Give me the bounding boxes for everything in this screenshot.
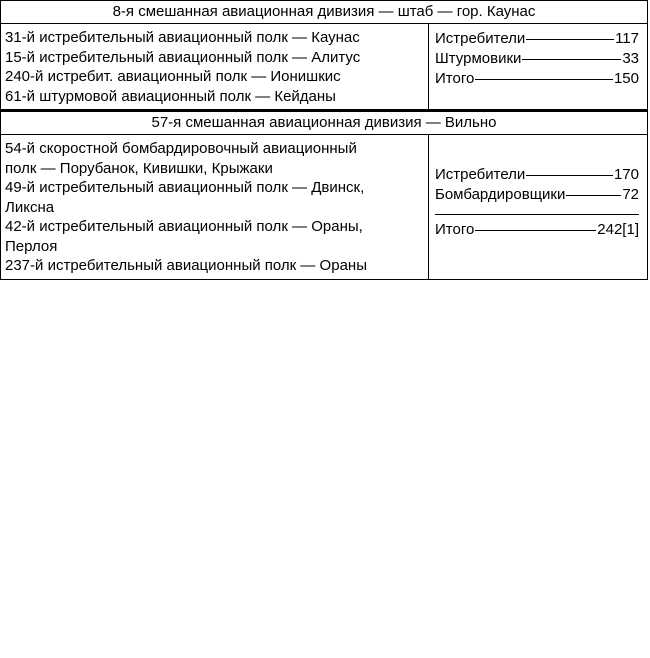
division-8-stats [429, 24, 647, 109]
stat-label: Истребители [435, 30, 526, 47]
stat-value: 242[1] [597, 221, 639, 238]
stat-fighters [435, 165, 639, 185]
stat-value: 72 [622, 186, 639, 203]
stat-total [435, 69, 639, 89]
unit-line: 15-й истребительный авиационный полк — Алитус [5, 48, 361, 66]
stat-value: 33 [622, 50, 639, 67]
leader-line [526, 174, 613, 176]
leader-line [475, 229, 596, 231]
stat-bombers [435, 185, 639, 205]
division-57-units [1, 135, 429, 279]
unit-line: 42-й истребительный авиационный полк — Ораны, [5, 218, 363, 235]
stat-label: Истребители [435, 166, 526, 183]
stat-label: Бомбардировщики [435, 186, 566, 203]
stat-label: Итого [435, 70, 475, 87]
leader-line [475, 78, 613, 80]
divider [435, 214, 639, 215]
stat-label: Штурмовики [435, 50, 522, 67]
unit-line: Ликсна [5, 198, 55, 216]
stat-value: 150 [613, 70, 639, 87]
stat-value: 117 [615, 30, 639, 47]
stat-attack [435, 49, 639, 69]
unit-line: 31-й истребительный авиационный полк — Каунас [5, 29, 360, 46]
stat-total [435, 220, 639, 240]
unit-line: 61-й штурмовой авиационный полк — Кейданы [5, 87, 336, 105]
unit-line: Перлоя [5, 237, 58, 255]
division-8-units [1, 24, 429, 109]
leader-line [526, 38, 614, 40]
division-57-header: 57-я смешанная авиационная дивизия — Вильно [1, 110, 647, 135]
unit-line: полк — Порубанок, Кивишки, Крыжаки [5, 159, 273, 177]
stat-fighters [435, 29, 639, 49]
unit-line: 237-й истребительный авиационный полк — Ораны [5, 257, 367, 274]
division-8-row [1, 24, 647, 110]
stat-label: Итого [435, 221, 475, 238]
leader-line [566, 194, 621, 196]
division-57-row [1, 135, 647, 279]
division-8-header: 8-я смешанная авиационная дивизия — штаб — гор. Каунас [1, 1, 647, 24]
division-57-stats [429, 135, 647, 279]
unit-line: 54-й скоростной бомбардировочный авиационный [5, 140, 357, 157]
unit-line: 240-й истребит. авиационный полк — Ионишкис [5, 68, 341, 85]
stat-value: 170 [613, 166, 639, 183]
unit-line: 49-й истребительный авиационный полк — Двинск, [5, 179, 365, 196]
divisions-table [0, 0, 648, 280]
leader-line [522, 58, 621, 60]
